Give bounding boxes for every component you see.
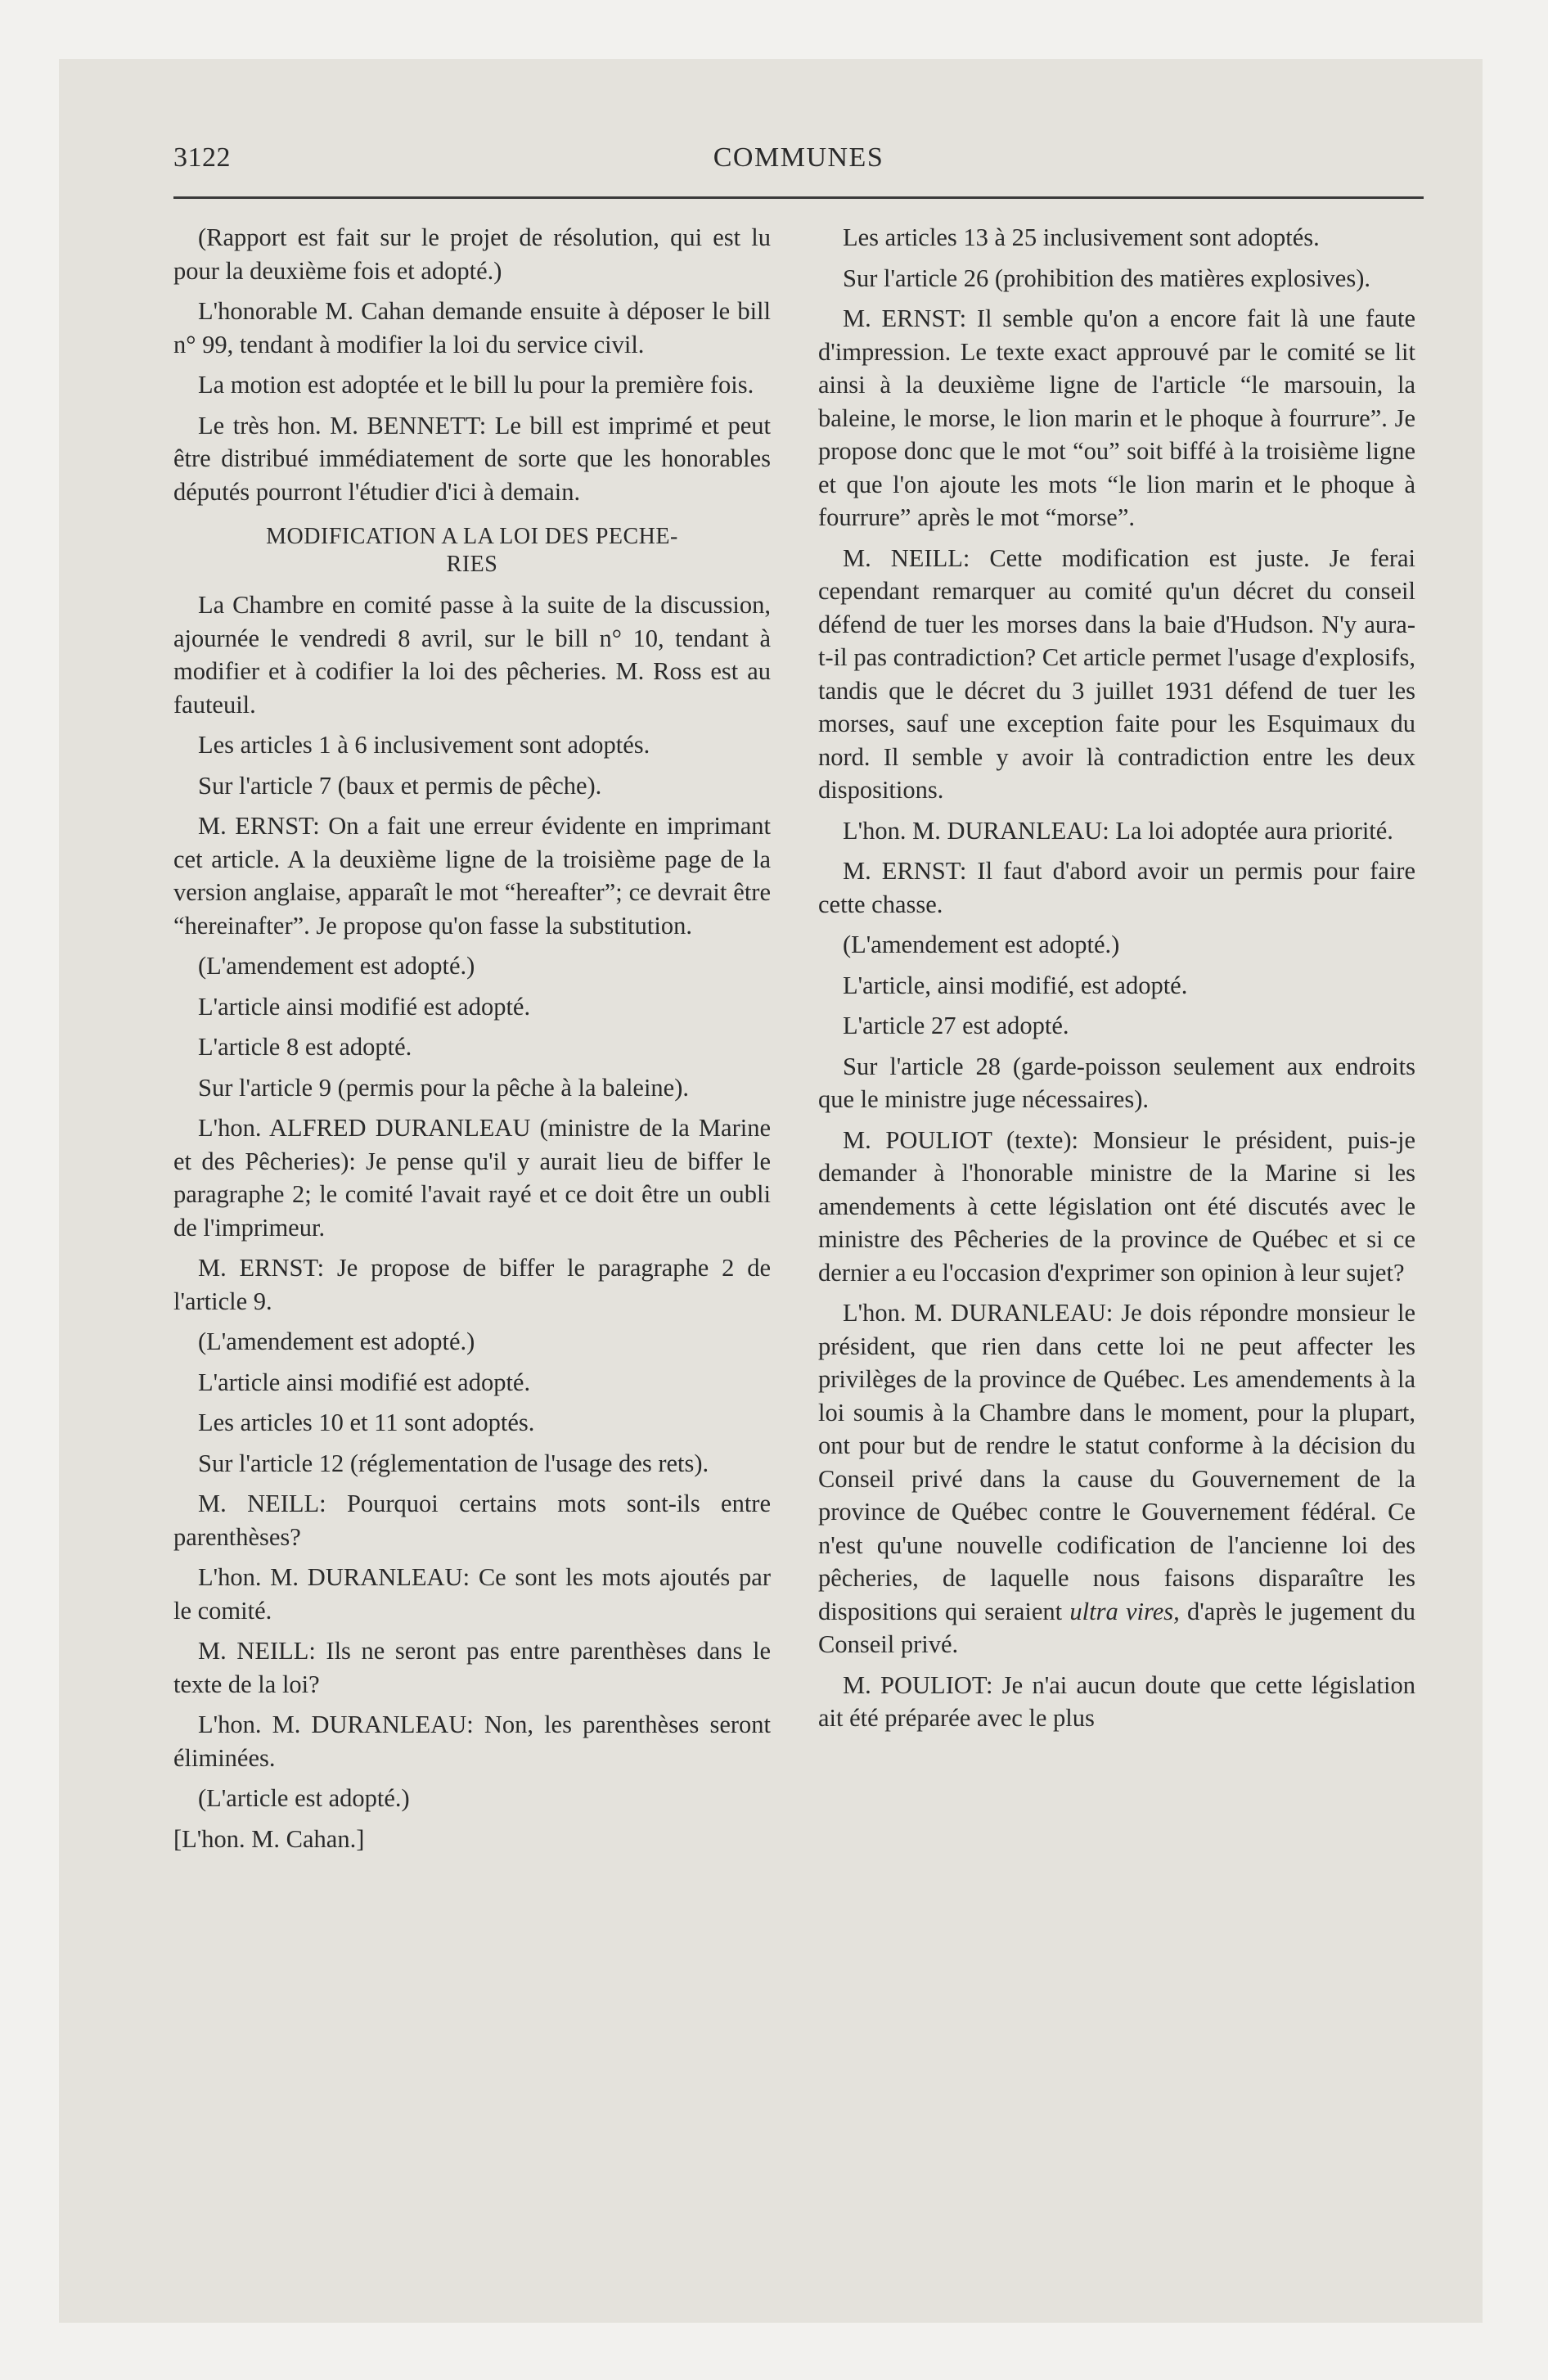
paragraph: L'article 8 est adopté. <box>198 1033 412 1061</box>
paragraph: Les articles 1 à 6 inclusivement sont adoptés. <box>198 731 650 759</box>
right-paragraphs <box>818 221 1415 1289</box>
paragraph: Sur l'article 9 (permis pour la pêche à la baleine). <box>198 1073 689 1102</box>
paragraph: L'article, ainsi modifié, est adopté. <box>843 971 1188 999</box>
left-top-paragraphs <box>173 221 771 508</box>
paragraph: Sur l'article 26 (prohibition des matières explosives). <box>843 264 1370 292</box>
paragraph: Sur l'article 12 (réglementation de l'usage des rets). <box>198 1449 709 1477</box>
paragraph: L'honorable M. Cahan demande ensuite à déposer le bill n° 99, tendant à modifier la loi du service civil. <box>173 297 771 358</box>
paragraph: Sur l'article 7 (baux et permis de pêche). <box>198 771 602 800</box>
page-header <box>173 137 1424 187</box>
paragraph: L'article 27 est adopté. <box>843 1012 1069 1039</box>
duranleau-italic: ultra vires, <box>1069 1597 1180 1625</box>
running-head: COMMUNES <box>713 142 884 173</box>
paragraph: L'article ainsi modifié est adopté. <box>198 1368 531 1396</box>
paragraph: Sur l'article 28 (garde-poisson seulement aux endroits que le ministre juge nécessaires). <box>818 1052 1415 1113</box>
paragraph: L'article ainsi modifié est adopté. <box>198 992 531 1021</box>
duranleau-text-end: d'après le jugement du Conseil privé. <box>818 1597 1415 1658</box>
right-column <box>818 221 1415 1742</box>
section-heading-line2: RIES <box>446 552 498 577</box>
paragraph: M. ERNST: On a fait une erreur évidente en imprimant cet article. A la deuxième ligne de la troisième page de la version anglaise, apparaît le mot “hereafter”; ce devrait être “hereinafter”. Je propose qu'on fasse la substitution. <box>173 812 771 940</box>
paragraph-pouliot-last: M. POULIOT: Je n'ai aucun doute que cette législation ait été préparée avec le plus <box>818 1670 1415 1732</box>
footer-note: [L'hon. M. Cahan.] <box>173 1824 365 1853</box>
paragraph: L'hon. M. DURANLEAU: Ce sont les mots ajoutés par le comité. <box>173 1563 771 1625</box>
paragraph: La motion est adoptée et le bill lu pour la première fois. <box>198 371 754 399</box>
duranleau-text: L'hon. M. DURANLEAU: Je dois répondre monsieur le président, que rien dans cette loi ne peut affecter les privilèges de la province de Québec. Les amendements à la loi soumis à la Chambre dans le moment, pour la plupart, ont pour but de rendre le statut conforme à la décision du Conseil privé dans la cause du Gouvernement de la province de Québec contre le Gouvernement fédéral. Ce n'est qu'une nouvelle codification de l'ancienne loi des pêcheries, de laquelle nous faisons disparaître les dispositions qui seraient <box>818 1299 1415 1625</box>
left-bottom-paragraphs <box>173 588 771 1815</box>
section-heading <box>173 523 771 579</box>
paragraph: (L'amendement est adopté.) <box>198 1327 475 1355</box>
paragraph: L'hon. M. DURANLEAU: La loi adoptée aura priorité. <box>843 816 1393 845</box>
paragraph: M. ERNST: Je propose de biffer le paragraphe 2 de l'article 9. <box>173 1254 771 1315</box>
paragraph: Les articles 13 à 25 inclusivement sont adoptés. <box>843 223 1320 251</box>
paragraph: Les articles 10 et 11 sont adoptés. <box>198 1409 535 1436</box>
paragraph: M. NEILL: Pourquoi certains mots sont-ils entre parenthèses? <box>173 1490 771 1551</box>
header-rule <box>173 196 1424 199</box>
paragraph: La Chambre en comité passe à la suite de la discussion, ajournée le vendredi 8 avril, sur le bill n° 10, tendant à modifier et à codifier la loi des pêcheries. M. Ross est au fauteuil. <box>173 591 771 719</box>
paragraph: M. POULIOT (texte): Monsieur le président, puis-je demander à l'honorable ministre de la Marine si les amendements à cette législation ont été discutés avec le ministre des Pêcheries de la province de Québec et si ce dernier a eu l'occasion d'exprimer son opinion à leur sujet? <box>818 1125 1415 1287</box>
paragraph: (L'article est adopté.) <box>198 1784 410 1812</box>
paragraph: (L'amendement est adopté.) <box>843 931 1120 958</box>
paragraph: M. NEILL: Cette modification est juste. Je ferai cependant remarquer au comité qu'un décret du conseil défend de tuer les morses dans la baie d'Hudson. N'y aura-t-il pas contradiction? Cet article permet l'usage d'explosifs, tandis que le décret du 3 juillet 1931 défend de tuer les morses, sauf une exception faite pour les Esquimaux du nord. Il semble y avoir là contradiction entre les deux dispositions. <box>818 543 1415 804</box>
paragraph-duranleau-reply <box>818 1296 1415 1661</box>
paragraph: (L'amendement est adopté.) <box>198 952 475 980</box>
paragraph: L'hon. ALFRED DURANLEAU (ministre de la Marine et des Pêcheries): Je pense qu'il y aurait lieu de biffer le paragraphe 2; le comité l'avait rayé et ce doit être un oubli de l'imprimeur. <box>173 1114 771 1242</box>
paragraph: L'hon. M. DURANLEAU: Non, les parenthèses seront éliminées. <box>173 1711 771 1772</box>
left-column <box>173 221 771 1863</box>
paragraph: Le très hon. M. BENNETT: Le bill est imprimé et peut être distribué immédiatement de sorte que les honorables députés pourront l'étudier d'ici à demain. <box>173 411 771 506</box>
page-number: 3122 <box>173 142 231 173</box>
paragraph: M. NEILL: Ils ne seront pas entre parenthèses dans le texte de la loi? <box>173 1637 771 1698</box>
paragraph: M. ERNST: Il semble qu'on a encore fait là une faute d'impression. Le texte exact approuvé par le comité se lit ainsi à la deuxième ligne de l'article “le marsouin, la baleine, le morse, le lion marin et le phoque à fourrure”. Je propose donc que le mot “ou” soit biffé à la troisième ligne et que l'on ajoute les mots “le lion marin et le phoque à fourrure” après le mot “morse”. <box>818 304 1415 531</box>
section-heading-line1: MODIFICATION A LA LOI DES PECHE- <box>266 524 678 549</box>
paragraph: M. ERNST: Il faut d'abord avoir un permis pour faire cette chasse. <box>818 857 1415 918</box>
paragraph: (Rapport est fait sur le projet de résolution, qui est lu pour la deuxième fois et adopté.) <box>173 223 771 285</box>
